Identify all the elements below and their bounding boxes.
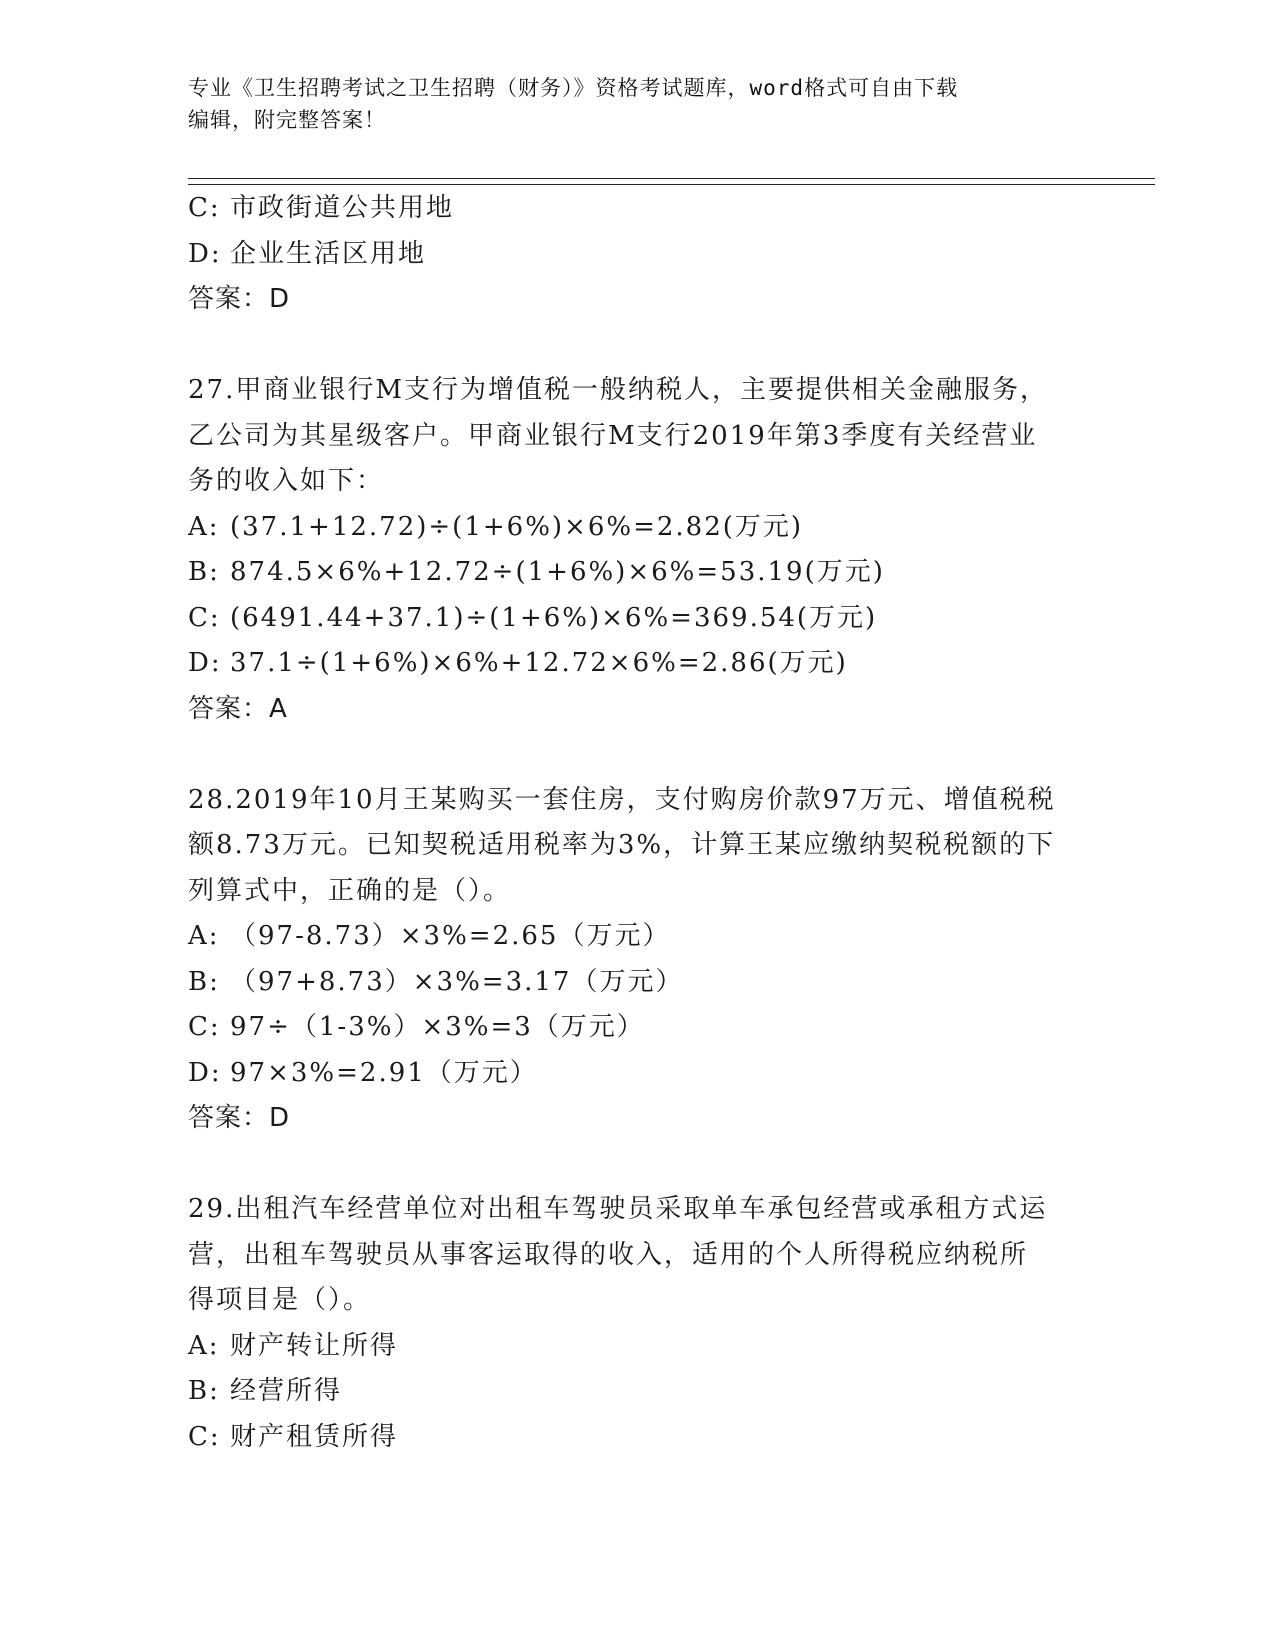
header-rule-top — [188, 178, 1155, 179]
page-header — [188, 72, 1088, 136]
prev-question — [188, 186, 1088, 323]
option-b — [188, 1369, 1088, 1415]
header-line-2: 编辑，附完整答案！ — [188, 108, 386, 132]
spacer — [188, 323, 1088, 369]
question-28 — [188, 778, 1088, 1142]
option-prefix: C: — [188, 1012, 221, 1042]
option-d — [188, 1051, 1088, 1097]
question-stem-line: 得项目是（）。 — [188, 1285, 372, 1315]
option-prefix: B: — [188, 966, 220, 997]
option-d — [188, 641, 1088, 687]
option-text: 97×3%=2.91（万元） — [230, 1057, 538, 1088]
option-text: （97-8.73）×3%=2.65（万元） — [230, 921, 671, 951]
question-stem-line: 额8.73万元。已知契税适用税率为3%，计算王某应缴纳契税税额的下 — [188, 830, 1056, 860]
option-d — [188, 232, 1088, 278]
question-29 — [188, 1187, 1088, 1460]
answer-label: 答案：D — [188, 1103, 291, 1133]
option-text: 37.1÷(1+6%)×6%+12.72×6%=2.86(万元) — [230, 648, 848, 678]
option-prefix: B: — [188, 557, 220, 587]
option-prefix: C: — [188, 193, 221, 223]
question-stem-line: 乙公司为其星级客户。甲商业银行M支行2019年第3季度有关经营业 — [188, 420, 1038, 451]
option-text: 财产租赁所得 — [230, 1421, 399, 1452]
question-stem-line: 务的收入如下： — [188, 466, 385, 496]
option-prefix: B: — [188, 1376, 220, 1406]
header-rule-bottom — [188, 184, 1155, 185]
answer-label: 答案：D — [188, 284, 291, 314]
option-text: (37.1+12.72)÷(1+6%)×6%=2.82(万元) — [230, 511, 804, 542]
option-prefix: C: — [188, 1421, 221, 1452]
option-text: 874.5×6%+12.72÷(1+6%)×6%=53.19(万元) — [230, 557, 885, 587]
option-c — [188, 1415, 1088, 1461]
option-prefix: A: — [188, 511, 220, 542]
option-prefix: A: — [188, 921, 220, 951]
option-a — [188, 505, 1088, 551]
question-stem-line: 29.出租汽车经营单位对出租车驾驶员采取单车承包经营或承租方式运 — [188, 1194, 1048, 1224]
option-c — [188, 596, 1088, 642]
option-text: 财产转让所得 — [230, 1330, 399, 1361]
question-stem-line: 27.甲商业银行M支行为增值税一般纳税人，主要提供相关金融服务， — [188, 375, 1048, 405]
option-a — [188, 914, 1088, 960]
option-text: 97÷（1-3%）×3%=3（万元） — [230, 1012, 645, 1042]
question-stem-line: 28.2019年10月王某购买一套住房，支付购房价款97万元、增值税税 — [188, 784, 1056, 815]
option-a — [188, 1324, 1088, 1370]
option-prefix: D: — [188, 238, 222, 269]
question-27 — [188, 368, 1088, 732]
option-text: 企业生活区用地 — [230, 238, 427, 269]
header-line-1: 专业《卫生招聘考试之卫生招聘（财务）》资格考试题库，word格式可自由下载 — [188, 76, 959, 100]
option-prefix: D: — [188, 648, 222, 678]
option-prefix: D: — [188, 1057, 222, 1088]
option-c — [188, 186, 1088, 232]
option-c — [188, 1005, 1088, 1051]
answer-label: 答案：A — [188, 693, 288, 724]
option-b — [188, 550, 1088, 596]
question-stem-line: 营，出租车驾驶员从事客运取得的收入，适用的个人所得税应纳税所 — [188, 1239, 1029, 1270]
option-prefix: A: — [188, 1330, 220, 1361]
option-prefix: C: — [188, 602, 221, 633]
option-text: （97+8.73）×3%=3.17（万元） — [230, 966, 684, 997]
option-b — [188, 960, 1088, 1006]
question-stem-line: 列算式中，正确的是（）。 — [188, 875, 512, 906]
option-text: (6491.44+37.1)÷(1+6%)×6%=369.54(万元) — [230, 602, 878, 633]
option-text: 经营所得 — [230, 1376, 343, 1406]
option-text: 市政街道公共用地 — [230, 193, 455, 223]
spacer — [188, 732, 1088, 778]
question-content — [188, 186, 1088, 1460]
spacer — [188, 1142, 1088, 1188]
